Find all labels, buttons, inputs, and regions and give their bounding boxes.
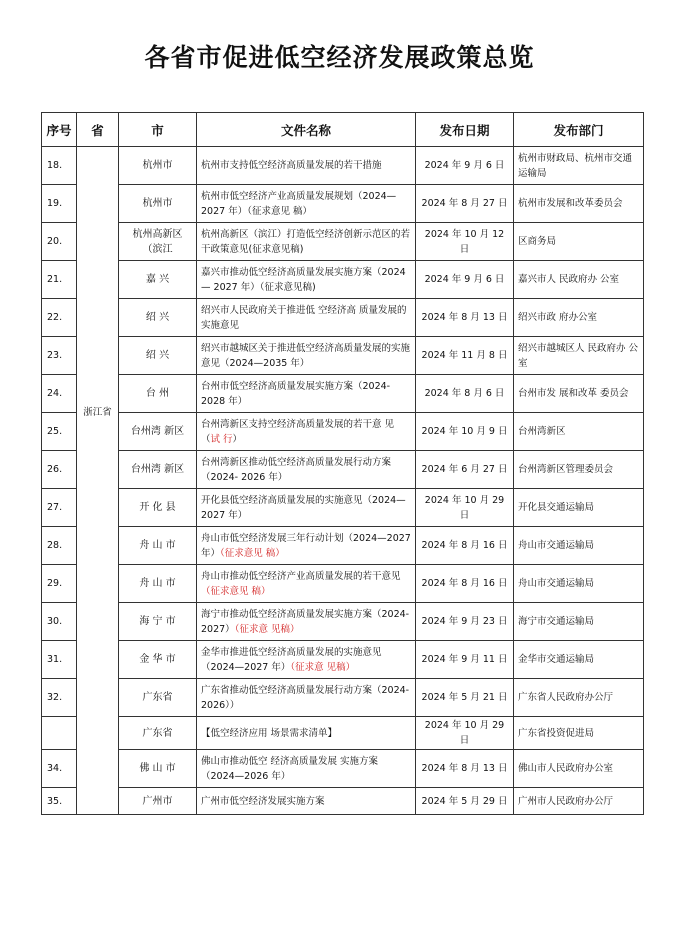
row-no: 27. xyxy=(42,489,77,527)
row-no: 18. xyxy=(42,147,77,185)
table-row xyxy=(42,603,644,641)
row-city: 杭州高新区（滨江 xyxy=(119,223,197,261)
province-cell: 浙江省 xyxy=(77,147,119,679)
table-header-row xyxy=(42,113,644,147)
policy-table xyxy=(41,112,644,815)
table-row xyxy=(42,375,644,413)
header-date: 发布日期 xyxy=(416,113,514,147)
table-row xyxy=(42,717,644,750)
header-dept: 发布部门 xyxy=(514,113,644,147)
row-dept: 绍兴市政 府办公室 xyxy=(514,299,644,337)
row-date: 2024 年 9 月 6 日 xyxy=(416,261,514,299)
row-dept: 台州湾新区管理委员会 xyxy=(514,451,644,489)
table-row xyxy=(42,147,644,185)
row-no: 29. xyxy=(42,565,77,603)
row-file: 舟山市推动低空经济产业高质量发展的若干意见（征求意见 稿） xyxy=(197,565,416,603)
row-file: 舟山市低空经济发展三年行动计划（2024—2027 年）（征求意见 稿） xyxy=(197,527,416,565)
row-file: 杭州市低空经济产业高质量发展规划（2024— 2027 年）（征求意见 稿） xyxy=(197,185,416,223)
row-no: 24. xyxy=(42,375,77,413)
table-row xyxy=(42,261,644,299)
page-title: 各省市促进低空经济发展政策总览 xyxy=(144,43,535,72)
header-province: 省 xyxy=(77,113,119,147)
row-dept: 广东省投资促进局 xyxy=(514,717,644,750)
row-file: 台州湾新区推动低空经济高质量发展行动方案（2024- 2026 年） xyxy=(197,451,416,489)
row-dept: 嘉兴市人 民政府办 公室 xyxy=(514,261,644,299)
table-row xyxy=(42,679,644,717)
row-dept: 金华市交通运输局 xyxy=(514,641,644,679)
row-city: 海 宁 市 xyxy=(119,603,197,641)
row-dept: 舟山市交通运输局 xyxy=(514,565,644,603)
row-city: 舟 山 市 xyxy=(119,565,197,603)
row-date: 2024 年 11 月 8 日 xyxy=(416,337,514,375)
table-row xyxy=(42,527,644,565)
row-city: 舟 山 市 xyxy=(119,527,197,565)
row-no: 30. xyxy=(42,603,77,641)
row-dept: 广东省人民政府办公厅 xyxy=(514,679,644,717)
row-file: 绍兴市越城区关于推进低空经济高质量发展的实施意见（2024—2035 年） xyxy=(197,337,416,375)
row-date: 2024 年 10 月 29 日 xyxy=(416,489,514,527)
row-dept: 杭州市发展和改革委员会 xyxy=(514,185,644,223)
row-date: 2024 年 9 月 6 日 xyxy=(416,147,514,185)
table-row xyxy=(42,788,644,815)
header-city: 市 xyxy=(119,113,197,147)
row-date: 2024 年 10 月 9 日 xyxy=(416,413,514,451)
row-no: 28. xyxy=(42,527,77,565)
row-no: 34. xyxy=(42,750,77,788)
table-row xyxy=(42,337,644,375)
row-city: 杭州市 xyxy=(119,147,197,185)
row-file: 杭州高新区（滨江）打造低空经济创新示范区的若干政策意见(征求意见稿) xyxy=(197,223,416,261)
row-city: 广东省 xyxy=(119,679,197,717)
row-file: 开化县低空经济高质量发展的实施意见（2024—2027 年） xyxy=(197,489,416,527)
row-file: 海宁市推动低空经济高质量发展实施方案（2024- 2027）（征求意 见稿） xyxy=(197,603,416,641)
row-no: 32. xyxy=(42,679,77,717)
row-dept: 杭州市财政局、杭州市交通运输局 xyxy=(514,147,644,185)
row-date: 2024 年 9 月 11 日 xyxy=(416,641,514,679)
row-city: 佛 山 市 xyxy=(119,750,197,788)
row-city: 台州湾 新区 xyxy=(119,413,197,451)
row-no: 21. xyxy=(42,261,77,299)
row-city: 台州湾 新区 xyxy=(119,451,197,489)
row-city: 台 州 xyxy=(119,375,197,413)
row-file: 金华市推进低空经济高质量发展的实施意见（2024—2027 年）（征求意 见稿） xyxy=(197,641,416,679)
row-no: 25. xyxy=(42,413,77,451)
row-dept: 区商务局 xyxy=(514,223,644,261)
row-city: 广东省 xyxy=(119,717,197,750)
row-dept: 佛山市人民政府办公室 xyxy=(514,750,644,788)
row-dept: 台州市发 展和改革 委员会 xyxy=(514,375,644,413)
row-file: 【低空经济应用 场景需求清单】 xyxy=(197,717,416,750)
row-file: 台州湾新区支持空经济高质量发展的若干意 见（试 行） xyxy=(197,413,416,451)
table-row xyxy=(42,641,644,679)
row-city: 绍 兴 xyxy=(119,299,197,337)
row-date: 2024 年 8 月 16 日 xyxy=(416,565,514,603)
row-dept: 开化县交通运输局 xyxy=(514,489,644,527)
row-no: 19. xyxy=(42,185,77,223)
table-row xyxy=(42,451,644,489)
row-city: 开 化 县 xyxy=(119,489,197,527)
row-dept: 舟山市交通运输局 xyxy=(514,527,644,565)
row-file: 广东省推动低空经济高质量发展行动方案（2024-2026）） xyxy=(197,679,416,717)
row-no: 22. xyxy=(42,299,77,337)
row-city: 绍 兴 xyxy=(119,337,197,375)
row-date: 2024 年 6 月 27 日 xyxy=(416,451,514,489)
table-row xyxy=(42,489,644,527)
row-file: 广州市低空经济发展实施方案 xyxy=(197,788,416,815)
row-no: 26. xyxy=(42,451,77,489)
row-city: 杭州市 xyxy=(119,185,197,223)
table-row xyxy=(42,750,644,788)
header-no: 序号 xyxy=(42,113,77,147)
row-date: 2024 年 5 月 29 日 xyxy=(416,788,514,815)
row-no: 31. xyxy=(42,641,77,679)
row-no: 20. xyxy=(42,223,77,261)
row-no: 35. xyxy=(42,788,77,815)
table-row xyxy=(42,185,644,223)
row-dept: 绍兴市越城区人 民政府办 公室 xyxy=(514,337,644,375)
row-dept: 广州市人民政府办公厅 xyxy=(514,788,644,815)
row-date: 2024 年 8 月 13 日 xyxy=(416,750,514,788)
row-date: 2024 年 9 月 23 日 xyxy=(416,603,514,641)
row-dept: 海宁市交通运输局 xyxy=(514,603,644,641)
row-file: 佛山市推动低空 经济高质量发展 实施方案（2024—2026 年） xyxy=(197,750,416,788)
row-date: 2024 年 10 月 12 日 xyxy=(416,223,514,261)
row-no xyxy=(42,717,77,750)
header-file: 文件名称 xyxy=(197,113,416,147)
row-file: 杭州市支持低空经济高质量发展的若干措施 xyxy=(197,147,416,185)
row-date: 2024 年 5 月 21 日 xyxy=(416,679,514,717)
table-row xyxy=(42,413,644,451)
table-row xyxy=(42,565,644,603)
row-date: 2024 年 8 月 6 日 xyxy=(416,375,514,413)
row-city: 嘉 兴 xyxy=(119,261,197,299)
row-city: 广州市 xyxy=(119,788,197,815)
row-date: 2024 年 10 月 29 日 xyxy=(416,717,514,750)
province-cell xyxy=(77,679,119,815)
row-date: 2024 年 8 月 16 日 xyxy=(416,527,514,565)
row-date: 2024 年 8 月 13 日 xyxy=(416,299,514,337)
table-row xyxy=(42,223,644,261)
row-city: 金 华 市 xyxy=(119,641,197,679)
row-date: 2024 年 8 月 27 日 xyxy=(416,185,514,223)
row-no: 23. xyxy=(42,337,77,375)
row-file: 台州市低空经济高质量发展实施方案（2024- 2028 年） xyxy=(197,375,416,413)
row-dept: 台州湾新区 xyxy=(514,413,644,451)
table-row xyxy=(42,299,644,337)
row-file: 绍兴市人民政府关于推进低 空经济高 质量发展的实施意见 xyxy=(197,299,416,337)
row-file: 嘉兴市推动低空经济高质量发展实施方案（2024— 2027 年）（征求意见稿) xyxy=(197,261,416,299)
